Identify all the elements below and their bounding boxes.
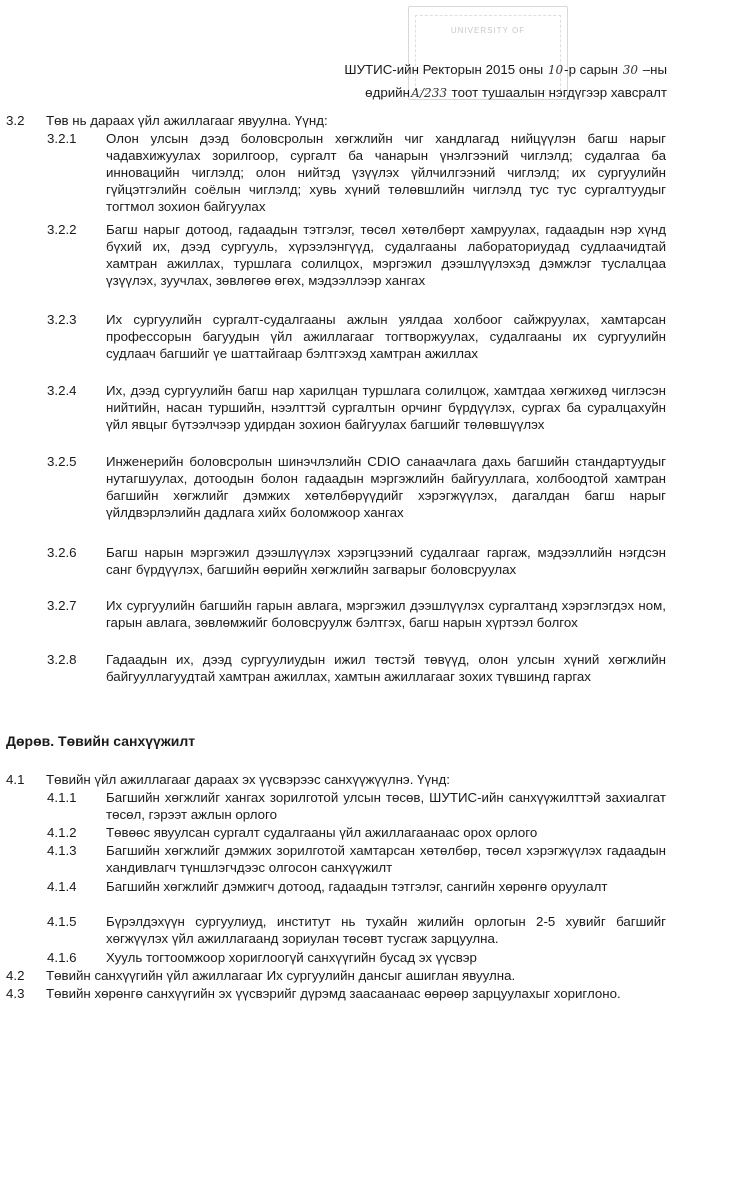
handwritten-month: 10: [547, 63, 564, 77]
item-text: Их сургуулийн сургалт-судалгааны ажлын уялдаа холбоог сайжруулах, хамтарсан профессорын багуудын үйл ажиллагааг тогтворжуулах, судалгааны их сургуулийн судлаач багшийг үе шаттайгаар бэлтгэхэд хамтран ажиллах: [106, 312, 666, 361]
item-text: Хууль тогтоомжоор хориглоогүй санхүүгийн бусад эх үүсвэр: [106, 950, 477, 965]
item-number: 3.2.2: [47, 222, 77, 237]
section-4-2-number: 4.2: [6, 968, 25, 983]
item-text: Төвөөс явуулсан сургалт судалгааны үйл ажиллагаанаас орох орлого: [106, 825, 538, 840]
item-number: 4.1.2: [47, 825, 77, 840]
header-line1-mid: -р сарын: [564, 62, 619, 77]
section-4-title: Дөрөв. Төвийн санхүүжилт: [6, 733, 196, 749]
item-text: Их сургуулийн багшийн гарын авлага, мэргэжил дээшлүүлэх сургалтанд хэрэглэгдэх ном, гарын авлага, зөвлөмжийг боловсруулж бэлтгэх, багш нарын хүртээл болгох: [106, 598, 666, 630]
item-number: 3.2.7: [47, 598, 77, 613]
item-text: Бүрэлдэхүүн сургуулиуд, институт нь тухайн жилийн орлогын 2-5 хувийг багшийг хөгжүүлэх үйл ажиллагаанд зориулан төсөвт тусгаж зарцуулна.: [106, 914, 666, 946]
item-number: 3.2.6: [47, 545, 77, 560]
section-4-1-number: 4.1: [6, 772, 25, 787]
handwritten-day: 30: [622, 63, 638, 77]
item-text: Гадаадын их, дээд сургуулиудын ижил төстэй төвүүд, олон улсын хүний хөгжлийн байгууллагуудтай хамтран ажиллах, хамтын ажиллагааг зохих түвшинд гаргах: [106, 652, 666, 684]
item-number: 3.2.4: [47, 383, 77, 398]
item-number: 3.2.5: [47, 454, 77, 469]
header-line-2: [365, 85, 667, 102]
item-number: 3.2.1: [47, 131, 77, 146]
item-number: 3.2.3: [47, 312, 77, 327]
header-line2-pre: өдрийн: [365, 85, 410, 100]
item-text: Багшийн хөгжлийг хангах зорилготой улсын төсөв, ШУТИС-ийн санхүүжилттэй захиалгат төсөл, гэрээт ажлын орлого: [106, 790, 666, 822]
item-text: Инженерийн боловсролын шинэчлэлийн CDIO санаачлага дахь багшийн стандартуудыг нутагшуулах, дотоодын болон гадаадын мэргэжлийн байгууллага, холбоодтой хамтран багшийн хөгжлийг дэмжих хөтөлбөрүүдийг хэрэгжүүлэх, дагалдан багш нарыг үйлдвэрлэлийн дадлага хийх боломжоор хангах: [106, 454, 666, 520]
item-number: 4.1.6: [47, 950, 77, 965]
stamp-text: UNIVERSITY OF: [450, 26, 526, 35]
item-text: Их, дээд сургуулийн багш нар харилцан туршлага солилцож, хамтдаа хөгжихөд чиглэсэн нийтийн, насан туршийн, нээлттэй сургалтын орчинг бүрдүүлэх, сургах ба суралцахуйн үйл явцыг бүтээлчээр удирдан зохион байгуулах багшийг төлөвшүүлэх: [106, 383, 666, 432]
item-number: 3.2.8: [47, 652, 77, 667]
section-4-3-number: 4.3: [6, 986, 25, 1001]
header-line2-post: тоот тушаалын нэгдүгээр хавсралт: [451, 85, 667, 100]
item-text: Багшийн хөгжлийг дэмжигч дотоод, гадаадын тэтгэлэг, сангийн хөрөнгө оруулалт: [106, 879, 608, 894]
header-line1-pre: ШУТИС-ийн Ректорын 2015 оны: [344, 62, 544, 77]
item-number: 4.1.4: [47, 879, 77, 894]
item-text: Олон улсын дээд боловсролын хөгжлийн чиг хандлагад нийцүүлэн багш нарыг чадавхижуулах зорилгоор, сургалт ба чанарын үнэлгээний чиглэлд; судалгаа ба инновацийн чиглэлд; олон нийтэд үзүүлэх үйлчилгээний чиглэлд; их сургуулийн гүйцэтгэлийн соёлын чиглэлд; хувь хүний төлөвшлийн чиглэлд тус тус сургалтуудыг тогтмол зохион байгуулах: [106, 131, 666, 214]
item-number: 4.1.1: [47, 790, 77, 805]
section-3-2-text: Төв нь дараах үйл ажиллагааг явуулна. Үүнд:: [46, 113, 328, 128]
section-4-3-text: Төвийн хөрөнгө санхүүгийн эх үүсвэрийг дүрэмд заасаанаас өөрөөр зарцуулахыг хориглоно.: [46, 986, 621, 1001]
header-line1-post: –ны: [642, 62, 667, 77]
handwritten-order-number: А/233: [410, 86, 447, 100]
item-number: 4.1.5: [47, 914, 77, 929]
item-text: Багш нарыг дотоод, гадаадын тэтгэлэг, төсөл хөтөлбөрт хамруулах, гадаадын нэр хүнд бүхий их, дээд сургууль, хүрээлэнгүүд, судалгааны лабораториудад судлаачидтай хамтран ажиллах, туршлага солилцох, мэргэжил дээшлүүлэхэд дэмжлэг туслалцаа үзүүлэх, зуучлах, зөвлөгөө өгөх, мэдээллээр хангах: [106, 222, 666, 288]
section-4-1-text: Төвийн үйл ажиллагааг дараах эх үүсвэрээс санхүүжүүлнэ. Үүнд:: [46, 772, 450, 787]
section-3-2-number: 3.2: [6, 113, 25, 128]
header-line-1: [344, 62, 667, 79]
item-text: Багшийн хөгжлийг дэмжих зорилготой хамтарсан хөтөлбөр, төсөл хэрэгжүүлэх гадаадын хандивлагч түншлэгчдээс олгосон санхүүжилт: [106, 843, 666, 875]
item-number: 4.1.3: [47, 843, 77, 858]
item-text: Багш нарын мэргэжил дээшлүүлэх хэрэгцээний судалгааг гаргаж, мэдээллийн нэгдсэн санг бүрдүүлэх, багшийн өөрийн хөгжлийн загварыг боловсруулах: [106, 545, 666, 577]
section-4-2-text: Төвийн санхүүгийн үйл ажиллагааг Их сургуулийн дансыг ашиглан явуулна.: [46, 968, 516, 983]
